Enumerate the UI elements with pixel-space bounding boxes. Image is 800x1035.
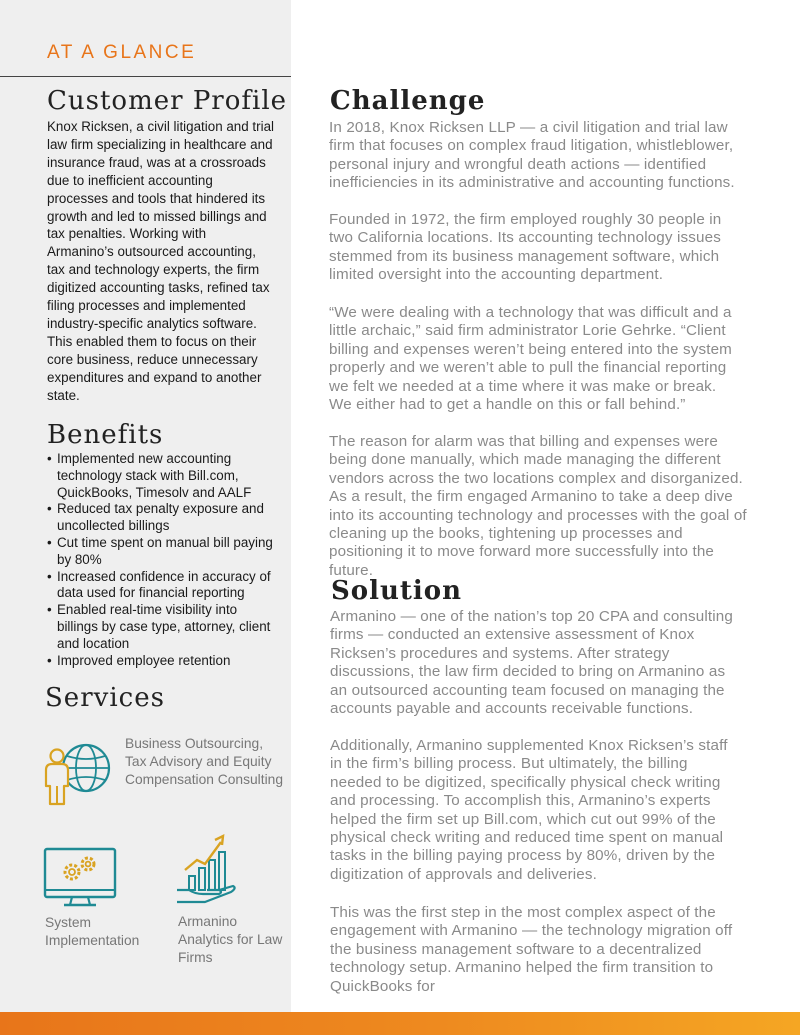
- footer-accent-bar: [0, 1012, 800, 1035]
- benefit-item: • Enabled real-time visibility into billings by case type, attorney, client and location: [47, 602, 279, 652]
- benefits-list: [47, 451, 279, 669]
- solution-paragraph: Armanino — one of the nation’s top 20 CPA and consulting firms — conducted an extensive assessment of Knox Ricksen’s procedures and systems. After strategy discussions, the law firm decided to bring on Armanino as an outsourced accounting team focused on managing the accounts payable and accounts receivable functions.: [330, 608, 733, 718]
- services-heading: Services: [45, 683, 165, 713]
- benefit-item: • Increased confidence in accuracy of data used for financial reporting: [47, 569, 279, 603]
- challenge-paragraph: Founded in 1972, the firm employed roughly 30 people in two California locations. Its accounting technology issues stemmed from its business management software, which limited oversight into the accounting department.: [329, 211, 722, 284]
- solution-paragraph: Additionally, Armanino supplemented Knox Ricksen’s staff in the firm’s billing process. But ultimately, the billing needed to be digitized, specifically physical check writing and processing. To accomplish this, Armanino’s experts helped the firm set up Bill.com, which cut out 99% of the physical check writing and reduced time spent on manual tasks in the billing paying process by 80%, driven by the digitization of approvals and deliveries.: [330, 737, 728, 883]
- challenge-paragraph: The reason for alarm was that billing and expenses were being done manually, which made managing the different vendors across the two locations complex and disorganized. As a result, the firm engaged Armanino to take a deep dive into its accounting technology and processes with the goal of cleaning up the books, tightening up processes and positioning it to move forward more successfully into the future.: [329, 433, 747, 579]
- challenge-paragraph: In 2018, Knox Ricksen LLP — a civil litigation and trial law firm that focuses on complex fraud litigation, whistleblower, personal injury and wrongful death actions — identified inefficiencies in its administrative and accounting functions.: [329, 119, 735, 192]
- benefit-item: • Reduced tax penalty exposure and uncollected billings: [47, 501, 279, 535]
- benefit-item: • Cut time spent on manual bill paying by 80%: [47, 535, 279, 569]
- benefit-item: • Improved employee retention: [47, 653, 279, 670]
- customer-profile-heading: Customer Profile: [47, 86, 288, 116]
- sidebar: [0, 0, 291, 1012]
- at-a-glance-label: AT A GLANCE: [47, 42, 197, 63]
- challenge-quote: “We were dealing with a technology that was difficult and a little archaic,” said firm administrator Lorie Gehrke. “Client billing and expenses weren’t being entered into the system properly and we weren’t able to pull the financial reporting we felt we needed at a time where it was make or break. We either had to get a handle on this or fall behind.”: [329, 304, 732, 414]
- challenge-heading: Challenge: [330, 86, 486, 116]
- monitor-gears-icon: [42, 846, 118, 908]
- service-label: System Implementation: [45, 915, 140, 948]
- service-label: Business Outsourcing, Tax Advisory and Equity Compensation Consulting: [125, 736, 283, 787]
- solution-heading: Solution: [331, 576, 463, 606]
- consulting-person-globe-icon: [42, 736, 112, 806]
- hand-growth-chart-icon: [175, 832, 243, 904]
- divider: [0, 76, 291, 77]
- solution-paragraph: This was the first step in the most complex aspect of the engagement with Armanino — the technology migration off the business management software to a decentralized technology setup. Armanino helped the firm transition to QuickBooks for: [330, 904, 733, 995]
- customer-profile-text: Knox Ricksen, a civil litigation and trial law firm specializing in healthcare and insurance fraud, was at a crossroads due to inefficient accounting processes and tools that hindered its growth and led to missed billings and tax penalties. Working with Armanino’s outsourced accounting, tax and technology experts, the firm digitized accounting tasks, refined tax filing processes and implemented industry-specific analytics software. This enabled them to focus on their core business, reduce unnecessary expenditures and expand to another state.: [47, 119, 275, 403]
- benefit-item: • Implemented new accounting technology stack with Bill.com, QuickBooks, Timesolv and AALF: [47, 451, 279, 501]
- service-label: Armanino Analytics for Law Firms: [178, 914, 283, 965]
- benefits-heading: Benefits: [47, 420, 164, 450]
